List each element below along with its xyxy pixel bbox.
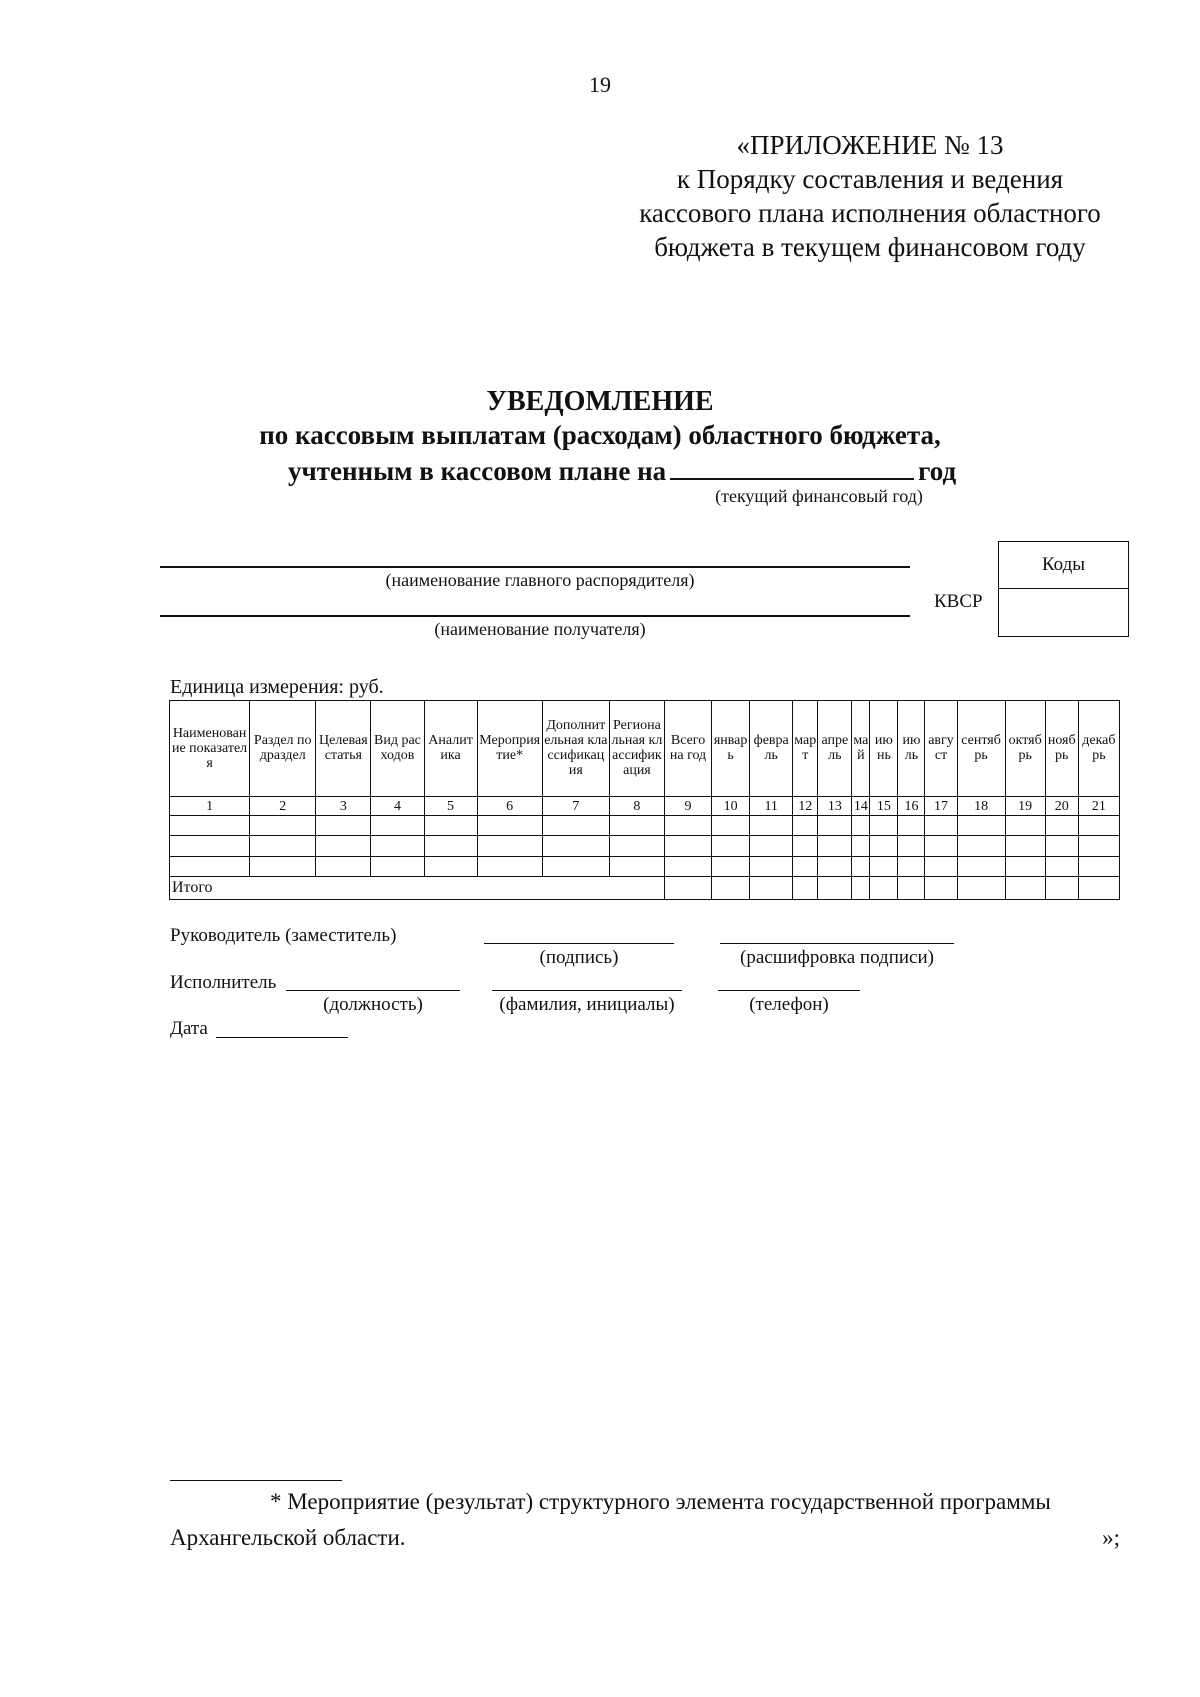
table-cell[interactable] (316, 856, 371, 876)
table-cell[interactable] (852, 876, 870, 899)
table-cell[interactable] (712, 876, 750, 899)
footnote-closing: »; (1102, 1525, 1120, 1550)
appendix-line-1: «ПРИЛОЖЕНИЕ № 13 (736, 130, 1004, 160)
document-subtitle-year-line (288, 454, 956, 487)
table-cell[interactable] (852, 856, 870, 876)
table-cell[interactable] (925, 836, 957, 856)
table-cell[interactable] (477, 816, 542, 836)
col-header-february: февраль (750, 701, 793, 797)
column-number-row (170, 796, 1120, 815)
col-header-november: ноябрь (1045, 701, 1078, 797)
total-label: Итого (170, 876, 665, 899)
appendix-line-2: к Порядку составления и ведения (676, 164, 1064, 194)
table-cell[interactable] (852, 816, 870, 836)
table-cell[interactable] (898, 816, 925, 836)
col-header-october: октябрь (1005, 701, 1045, 797)
recipient-line[interactable] (160, 615, 910, 617)
table-cell[interactable] (852, 836, 870, 856)
col-header-may: май (852, 701, 870, 797)
col-number: 20 (1045, 796, 1078, 815)
col-number: 21 (1078, 796, 1119, 815)
col-header-august: август (925, 701, 957, 797)
table-cell[interactable] (957, 856, 1005, 876)
table-cell[interactable] (424, 816, 477, 836)
table-cell[interactable] (1005, 876, 1045, 899)
table-cell[interactable] (1078, 836, 1119, 856)
signature-caption: (подпись) (539, 947, 619, 968)
table-cell[interactable] (818, 836, 852, 856)
table-cell[interactable] (1045, 816, 1078, 836)
table-cell[interactable] (750, 856, 793, 876)
col-header-expense-type: Вид расходов (371, 701, 424, 797)
recipient-caption: (наименование получателя) (434, 619, 646, 639)
page-number: 19 (589, 72, 611, 97)
col-header-section: Раздел подраздел (250, 701, 316, 797)
table-cell[interactable] (542, 856, 609, 876)
table-cell[interactable] (712, 856, 750, 876)
table-cell[interactable] (371, 836, 424, 856)
col-number: 2 (250, 796, 316, 815)
table-cell[interactable] (712, 816, 750, 836)
table-row (170, 856, 1120, 876)
table-cell[interactable] (371, 856, 424, 876)
name-line[interactable] (492, 990, 682, 991)
date-label: Дата (170, 1018, 208, 1039)
col-header-july: июль (898, 701, 925, 797)
col-header-september: сентябрь (957, 701, 1005, 797)
date-line[interactable] (216, 1037, 348, 1038)
table-cell[interactable] (609, 856, 664, 876)
table-cell[interactable] (1045, 856, 1078, 876)
col-number: 17 (925, 796, 957, 815)
table-cell[interactable] (424, 856, 477, 876)
table-cell[interactable] (1045, 876, 1078, 899)
col-number: 11 (750, 796, 793, 815)
document-subtitle: по кассовым выплатам (расходам) областного бюджета, (259, 420, 941, 450)
payments-table (169, 700, 1120, 900)
table-cell[interactable] (870, 856, 898, 876)
table-cell[interactable] (898, 876, 925, 899)
table-cell[interactable] (424, 836, 477, 856)
table-cell[interactable] (609, 836, 664, 856)
main-manager-line[interactable] (160, 566, 910, 568)
table-cell[interactable] (609, 816, 664, 836)
table-cell[interactable] (957, 876, 1005, 899)
col-number: 4 (371, 796, 424, 815)
col-header-activity: Мероприятие* (477, 701, 542, 797)
col-header-march: март (793, 701, 818, 797)
col-number: 6 (477, 796, 542, 815)
col-header-additional-classification: Дополнительная классификация (542, 701, 609, 797)
col-header-total-year: Всего на год (664, 701, 711, 797)
decoding-caption: (расшифровка подписи) (740, 947, 934, 968)
col-header-analytics: Аналитика (424, 701, 477, 797)
table-cell[interactable] (925, 876, 957, 899)
table-cell[interactable] (793, 856, 818, 876)
kvsr-label: КВСР (934, 591, 983, 612)
executor-label: Исполнитель (170, 972, 277, 993)
signature-line[interactable] (484, 943, 674, 944)
table-cell[interactable] (818, 876, 852, 899)
table-cell[interactable] (1078, 876, 1119, 899)
footnote-line-1: * Мероприятие (результат) структурного элемента государственной программы (270, 1489, 1051, 1514)
table-cell[interactable] (870, 836, 898, 856)
table-cell[interactable] (793, 836, 818, 856)
table-cell[interactable] (870, 876, 898, 899)
footnote (170, 1484, 1120, 1556)
table-cell[interactable] (664, 856, 711, 876)
col-number: 9 (664, 796, 711, 815)
table-cell[interactable] (477, 856, 542, 876)
table-cell[interactable] (316, 816, 371, 836)
table-cell[interactable] (870, 816, 898, 836)
appendix-line-4: бюджета в текущем финансовом году (654, 232, 1086, 262)
table-cell[interactable] (957, 816, 1005, 836)
table-cell[interactable] (664, 816, 711, 836)
table-cell[interactable] (925, 856, 957, 876)
col-header-january: январь (712, 701, 750, 797)
appendix-line-3: кассового плана исполнения областного (639, 198, 1101, 228)
table-cell[interactable] (664, 876, 711, 899)
col-header-december: декабрь (1078, 701, 1119, 797)
col-number: 14 (852, 796, 870, 815)
col-number: 7 (542, 796, 609, 815)
col-number: 12 (793, 796, 818, 815)
subtitle-prefix: учтенным в кассовом плане на (288, 456, 667, 486)
col-header-june: июнь (870, 701, 898, 797)
col-number: 19 (1005, 796, 1045, 815)
col-header-indicator: Наименование показателя (170, 701, 250, 797)
table-cell[interactable] (898, 836, 925, 856)
year-caption: (текущий финансовый год) (715, 486, 923, 506)
col-header-target-item: Целевая статья (316, 701, 371, 797)
table-cell[interactable] (1045, 836, 1078, 856)
col-number: 15 (870, 796, 898, 815)
position-line[interactable] (286, 990, 460, 991)
decoding-line[interactable] (720, 943, 954, 944)
col-number: 10 (712, 796, 750, 815)
col-header-regional-classification: Региональная классификация (609, 701, 664, 797)
col-number: 5 (424, 796, 477, 815)
col-number: 8 (609, 796, 664, 815)
table-cell[interactable] (818, 816, 852, 836)
col-number: 3 (316, 796, 371, 815)
table-cell[interactable] (712, 836, 750, 856)
head-label: Руководитель (заместитель) (170, 925, 397, 946)
table-cell[interactable] (170, 816, 250, 836)
phone-line[interactable] (718, 990, 860, 991)
subtitle-suffix: год (918, 456, 957, 486)
codes-box (998, 541, 1129, 637)
table-cell[interactable] (818, 856, 852, 876)
table-cell[interactable] (925, 816, 957, 836)
table-cell[interactable] (750, 816, 793, 836)
footnote-line-2: Архангельской области. (170, 1525, 406, 1550)
col-number: 1 (170, 796, 250, 815)
kvsr-code-cell[interactable] (999, 589, 1128, 637)
table-cell[interactable] (1078, 856, 1119, 876)
table-cell[interactable] (1005, 816, 1045, 836)
table-cell[interactable] (250, 856, 316, 876)
col-header-april: апрель (818, 701, 852, 797)
table-cell[interactable] (898, 856, 925, 876)
table-cell[interactable] (542, 836, 609, 856)
footnote-separator (170, 1480, 342, 1481)
table-cell[interactable] (664, 836, 711, 856)
table-row (170, 816, 1120, 836)
total-row (170, 876, 1120, 899)
unit-label: Единица измерения: руб. (170, 676, 384, 698)
col-number: 18 (957, 796, 1005, 815)
table-cell[interactable] (793, 876, 818, 899)
position-caption: (должность) (323, 994, 423, 1015)
table-cell[interactable] (170, 836, 250, 856)
table-header-row (170, 701, 1120, 797)
year-blank-field[interactable] (670, 454, 914, 480)
table-cell[interactable] (750, 836, 793, 856)
table-cell[interactable] (170, 856, 250, 876)
main-manager-caption: (наименование главного распорядителя) (385, 570, 695, 590)
table-cell[interactable] (957, 836, 1005, 856)
table-cell[interactable] (250, 816, 316, 836)
table-cell[interactable] (371, 816, 424, 836)
table-cell[interactable] (1005, 856, 1045, 876)
col-number: 16 (898, 796, 925, 815)
name-caption: (фамилия, инициалы) (499, 994, 675, 1015)
col-number: 13 (818, 796, 852, 815)
table-cell[interactable] (250, 836, 316, 856)
table-cell[interactable] (316, 836, 371, 856)
document-title: УВЕДОМЛЕНИЕ (486, 386, 714, 417)
table-cell[interactable] (542, 816, 609, 836)
codes-header: Коды (999, 542, 1128, 589)
table-row (170, 836, 1120, 856)
table-cell[interactable] (1078, 816, 1119, 836)
table-cell[interactable] (1005, 836, 1045, 856)
table-cell[interactable] (477, 836, 542, 856)
table-cell[interactable] (750, 876, 793, 899)
phone-caption: (телефон) (749, 994, 829, 1015)
appendix-heading (600, 128, 1140, 264)
table-cell[interactable] (793, 816, 818, 836)
